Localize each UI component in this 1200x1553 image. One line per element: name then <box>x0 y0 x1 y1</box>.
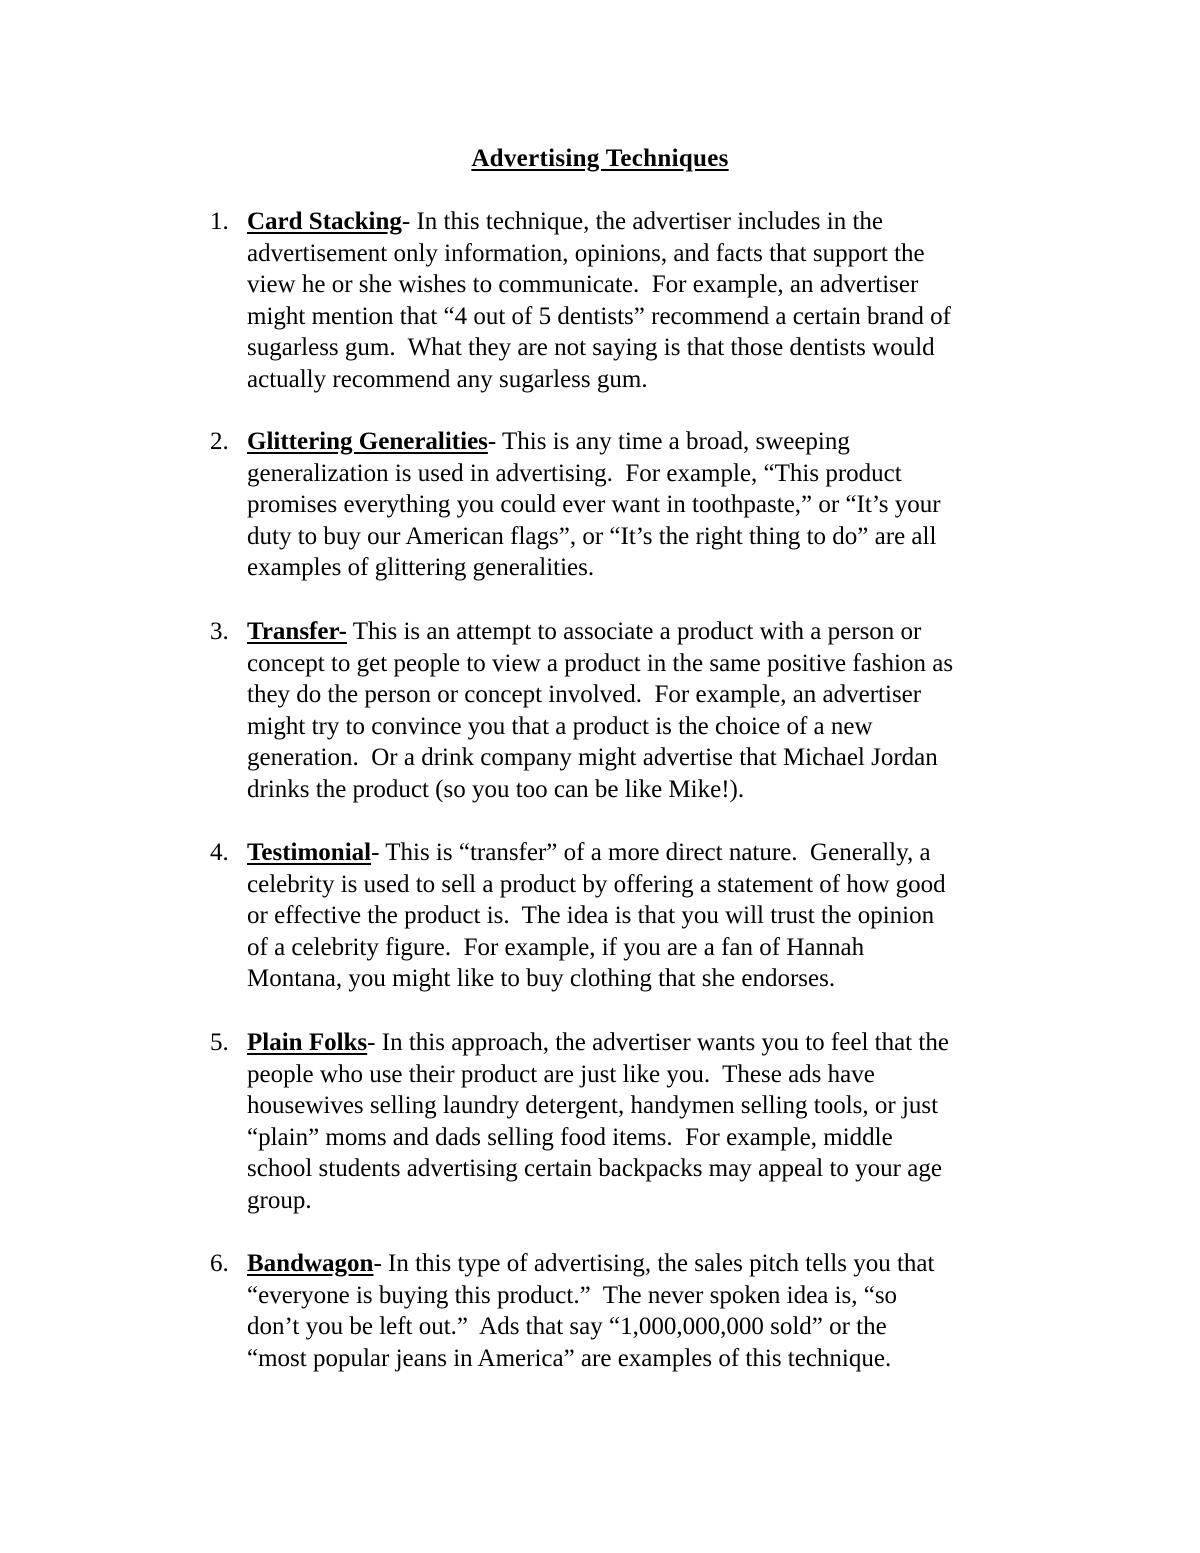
item-line <box>247 206 1047 238</box>
document-title: Advertising Techniques <box>471 145 729 172</box>
item-line-text: - In this type of advertising, the sales pitch tells you that <box>373 1250 935 1277</box>
item-line: generation. Or a drink company might advertise that Michael Jordan <box>247 744 938 772</box>
item-line: or effective the product is. The idea is that you will trust the opinion <box>247 902 935 930</box>
item-line: promises everything you could ever want in toothpaste,” or “It’s your <box>247 491 941 519</box>
technique-term: Transfer- <box>247 618 347 645</box>
item-line: “everyone is buying this product.” The never spoken idea is, “so <box>247 1281 898 1309</box>
item-line: drinks the product (so you too can be like Mike!). <box>247 775 745 803</box>
item-number: 6. <box>210 1250 229 1277</box>
item-line-text: This is an attempt to associate a product with a person or <box>346 618 922 645</box>
item-number: 1. <box>210 208 229 235</box>
item-line: might try to convince you that a product is the choice of a new <box>247 712 873 740</box>
item-text <box>247 206 1047 396</box>
item-line: might mention that “4 out of 5 dentists” recommend a certain brand of <box>247 302 951 330</box>
item-line: generalization is used in advertising. For example, “This product <box>247 459 902 487</box>
item-number: 4. <box>210 839 229 866</box>
item-line <box>247 426 1047 458</box>
item-line <box>247 837 1047 869</box>
item-line: “most popular jeans in America” are examples of this technique. <box>247 1344 892 1372</box>
item-line-text: - This is any time a broad, sweeping <box>487 428 850 455</box>
item-line: they do the person or concept involved. For example, an advertiser <box>247 681 922 709</box>
item-number: 5. <box>210 1029 229 1056</box>
item-line-text: - In this technique, the advertiser includes in the <box>401 208 883 235</box>
item-line: “plain” moms and dads selling food items. For example, middle <box>247 1123 893 1151</box>
item-line: view he or she wishes to communicate. For example, an advertiser <box>247 271 919 299</box>
item-number: 3. <box>210 618 229 645</box>
item-line: advertisement only information, opinions, and facts that support the <box>247 239 925 267</box>
item-line <box>247 616 1047 648</box>
item-text <box>247 426 1047 584</box>
item-line: concept to get people to view a product in the same positive fashion as <box>247 649 954 677</box>
item-line: examples of glittering generalities. <box>247 554 595 582</box>
item-line: don’t you be left out.” Ads that say “1,000,000,000 sold” or the <box>247 1313 887 1341</box>
item-text <box>247 616 1047 806</box>
item-line: Montana, you might like to buy clothing that she endorses. <box>247 965 836 993</box>
technique-term: Plain Folks <box>247 1029 368 1056</box>
item-line <box>247 1248 1047 1280</box>
item-text <box>247 837 1047 995</box>
item-line: school students advertising certain backpacks may appeal to your age <box>247 1155 942 1183</box>
item-number: 2. <box>210 428 229 455</box>
item-line: sugarless gum. What they are not saying is that those dentists would <box>247 334 935 362</box>
item-text <box>247 1248 1047 1374</box>
technique-term: Card Stacking <box>247 208 402 235</box>
technique-term: Bandwagon <box>247 1250 374 1277</box>
item-line: of a celebrity figure. For example, if you are a fan of Hannah <box>247 933 865 961</box>
technique-term: Testimonial <box>247 839 372 866</box>
item-line <box>247 1027 1047 1059</box>
item-line: people who use their product are just like you. These ads have <box>247 1060 875 1088</box>
item-line-text: - In this approach, the advertiser wants you to feel that the <box>367 1029 949 1056</box>
item-line: actually recommend any sugarless gum. <box>247 365 648 393</box>
item-line: housewives selling laundry detergent, handymen selling tools, or just <box>247 1092 939 1120</box>
item-line: duty to buy our American flags”, or “It’s the right thing to do” are all <box>247 522 937 550</box>
item-line: group. <box>247 1186 312 1214</box>
item-text <box>247 1027 1047 1217</box>
item-line-text: - This is “transfer” of a more direct nature. Generally, a <box>371 839 931 866</box>
technique-term: Glittering Generalities <box>247 428 488 455</box>
item-line: celebrity is used to sell a product by offering a statement of how good <box>247 870 946 898</box>
